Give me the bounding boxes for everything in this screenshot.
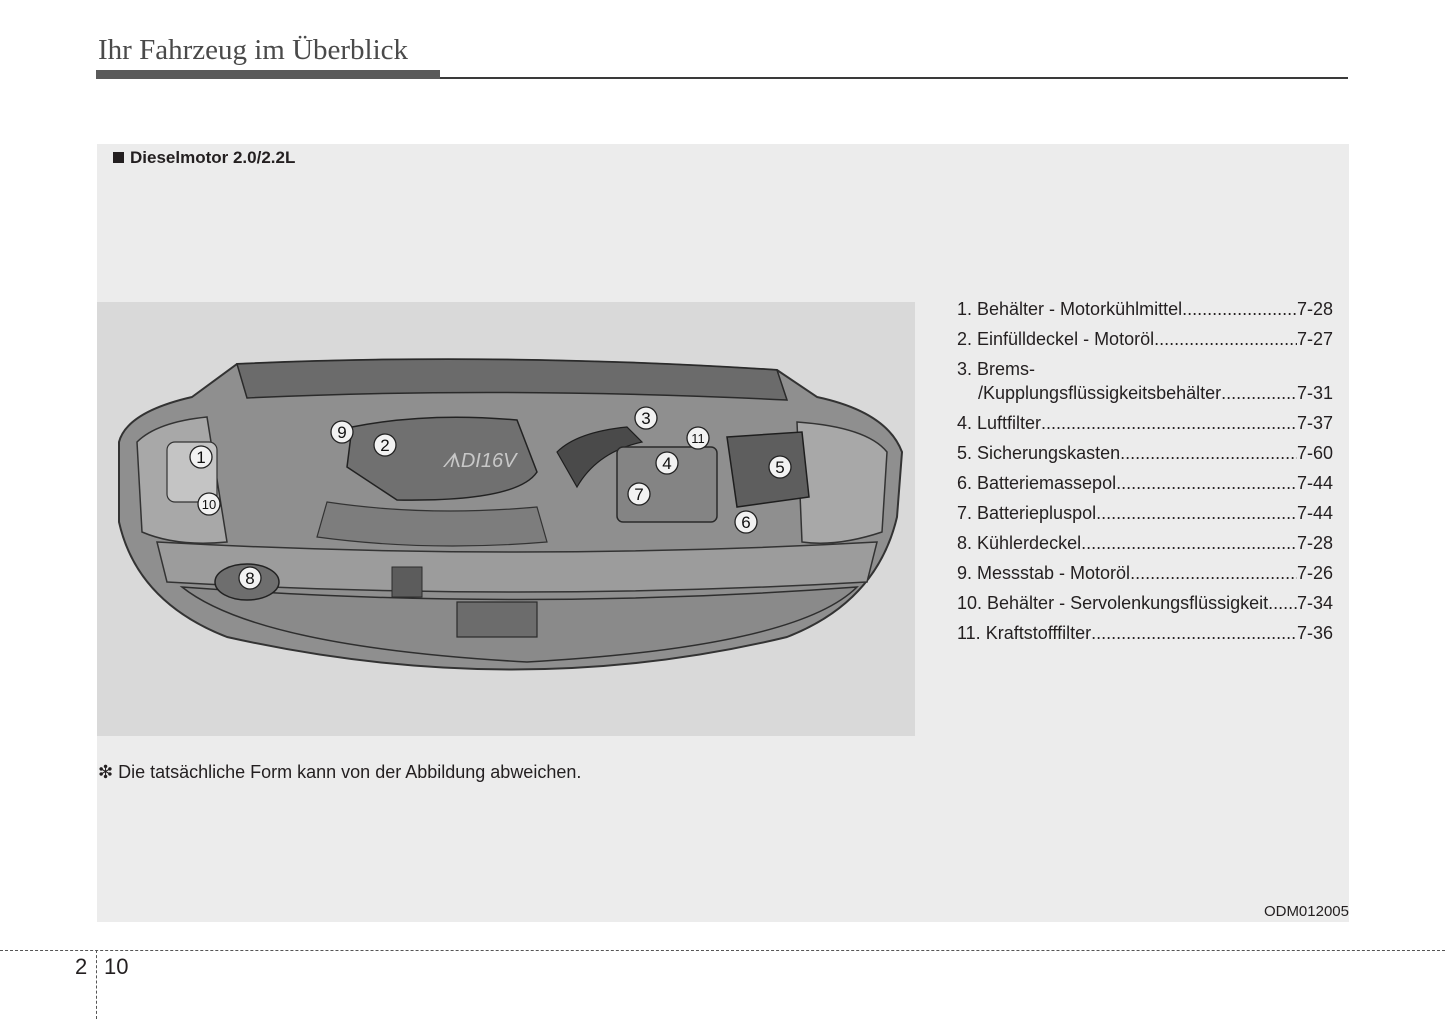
image-reference-code: ODM012005 (1263, 903, 1349, 920)
callout-4 (656, 452, 678, 474)
callout-6 (735, 511, 757, 533)
callout-11 (687, 427, 709, 449)
callout-3 (635, 407, 657, 429)
legend-item: 2. Einfülldeckel - Motoröl ..... 7-27 (957, 327, 1333, 351)
legend-item: 4. Luftfilter ..... 7-37 (957, 411, 1333, 435)
engine-compartment-illustration (97, 302, 915, 736)
svg-text:7: 7 (634, 485, 644, 504)
svg-text:4: 4 (662, 454, 672, 473)
callout-9 (331, 421, 353, 443)
footer-divider (0, 950, 1445, 951)
svg-text:8: 8 (245, 569, 255, 588)
page-number: 10 (104, 954, 129, 979)
legend-item: 1. Behälter - Motorkühlmittel ..... 7-28 (957, 297, 1333, 321)
svg-text:3: 3 (641, 409, 651, 428)
callout-7 (628, 483, 650, 505)
callout-10 (198, 493, 220, 515)
svg-text:11: 11 (691, 431, 705, 446)
legend-item: 7. Batteriepluspol ..... 7-44 (957, 501, 1333, 525)
callout-2 (374, 434, 396, 456)
legend-item: 8. Kühlerdeckel ..... 7-28 (957, 531, 1333, 555)
svg-text:9: 9 (337, 423, 347, 442)
legend-item: 9. Messstab - Motoröl ..... 7-26 (957, 561, 1333, 585)
svg-text:10: 10 (201, 497, 217, 512)
legend-item: 3. Brems- /Kupplungsflüssigkeitsbehälter ..... 7-31 (957, 357, 1333, 405)
svg-text:1: 1 (196, 448, 206, 467)
page-header-title: Ihr Fahrzeug im Überblick (98, 34, 409, 66)
component-legend (957, 297, 1333, 651)
engine-cover-lettering: ᗑDI16V (442, 450, 517, 472)
section-heading-text: Dieselmotor 2.0/2.2L (130, 148, 296, 167)
legend-item: 6. Batteriemassepol ..... 7-44 (957, 471, 1333, 495)
svg-text:6: 6 (741, 513, 751, 532)
callout-8 (239, 567, 261, 589)
footer-vertical-divider (96, 950, 97, 1019)
legend-item: 10. Behälter - Servolenkungsflüssigkeit ..... 7-34 (957, 591, 1333, 615)
illustration-disclaimer: ❇ Die tatsächliche Form kann von der Abbildung abweichen. (98, 762, 582, 782)
header-rule-accent (96, 70, 440, 79)
legend-item: 5. Sicherungskasten ..... 7-60 (957, 441, 1333, 465)
svg-text:2: 2 (380, 436, 390, 455)
callout-5 (769, 456, 791, 478)
callout-1 (190, 446, 212, 468)
legend-item: 11. Kraftstofffilter ..... 7-36 (957, 621, 1333, 645)
svg-text:5: 5 (775, 458, 785, 477)
section-heading (113, 148, 295, 168)
chapter-number: 2 (75, 954, 88, 979)
square-bullet-icon (113, 152, 124, 163)
